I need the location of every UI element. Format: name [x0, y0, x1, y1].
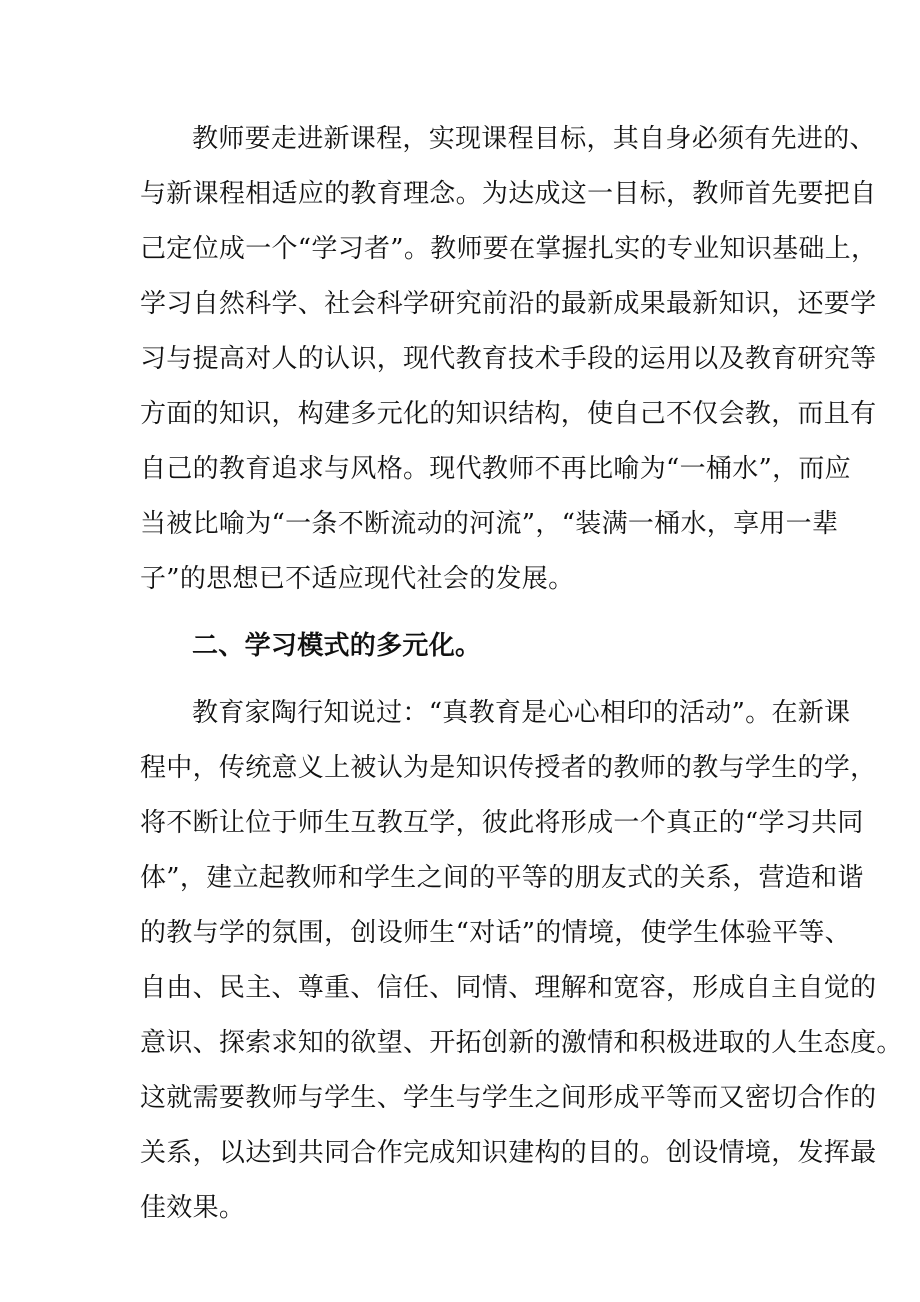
text-line: 自己的教育追求与风格。现代教师不再比喻为“一桶水”，而应 [140, 454, 851, 484]
text-line: 关系，以达到共同合作完成知识建构的目的。创设情境，发挥最 [140, 1138, 877, 1168]
text-line: 体”，建立起教师和学生之间的平等的朋友式的关系，营造和谐 [140, 863, 864, 893]
paragraph-gap [140, 607, 785, 619]
paragraph-gap [140, 674, 785, 686]
text-line: 教育家陶行知说过：“真教育是心心相印的活动”。在新课 [192, 698, 851, 728]
section-heading: 二、学习模式的多元化。 [192, 631, 482, 661]
text-line: 当被比喻为“一条不断流动的河流”，“装满一桶水，享用一辈 [140, 509, 839, 539]
text-line: 的教与学的氛围，创设师生“对话”的情境，使学生体验平等、 [140, 918, 851, 948]
text-line: 己定位成一个“学习者”。教师要在掌握扎实的专业知识基础上， [140, 234, 878, 264]
document-page [140, 112, 903, 1236]
text-line: 自由、民主、尊重、信任、同情、理解和宽容，形成自主自觉的 [140, 973, 877, 1003]
text-line: 学习自然科学、社会科学研究前沿的最新成果最新知识，还要学 [140, 289, 877, 319]
text-line: 程中，传统意义上被认为是知识传授者的教师的教与学生的学， [140, 753, 877, 783]
text-line: 子”的思想已不适应现代社会的发展。 [140, 564, 575, 594]
text-line: 与新课程相适应的教育理念。为达成这一目标，教师首先要把自 [140, 179, 877, 209]
text-line: 将不断让位于师生互教互学，彼此将形成一个真正的“学习共同 [140, 808, 864, 838]
text-line: 意识、探索求知的欲望、开拓创新的激情和积极进取的人生态度。 [140, 1028, 903, 1058]
text-line: 这就需要教师与学生、学生与学生之间形成平等而又密切合作的 [140, 1083, 877, 1113]
paragraph-teacher-learner [140, 112, 878, 607]
text-line: 教师要走进新课程，实现课程目标，其自身必须有先进的、 [192, 124, 876, 154]
text-line: 习与提高对人的认识，现代教育技术手段的运用以及教育研究等 [140, 344, 877, 374]
text-line: 佳效果。 [140, 1193, 246, 1223]
paragraph-learning-mode [140, 686, 903, 1236]
text-line: 方面的知识，构建多元化的知识结构，使自己不仅会教，而且有 [140, 399, 877, 429]
